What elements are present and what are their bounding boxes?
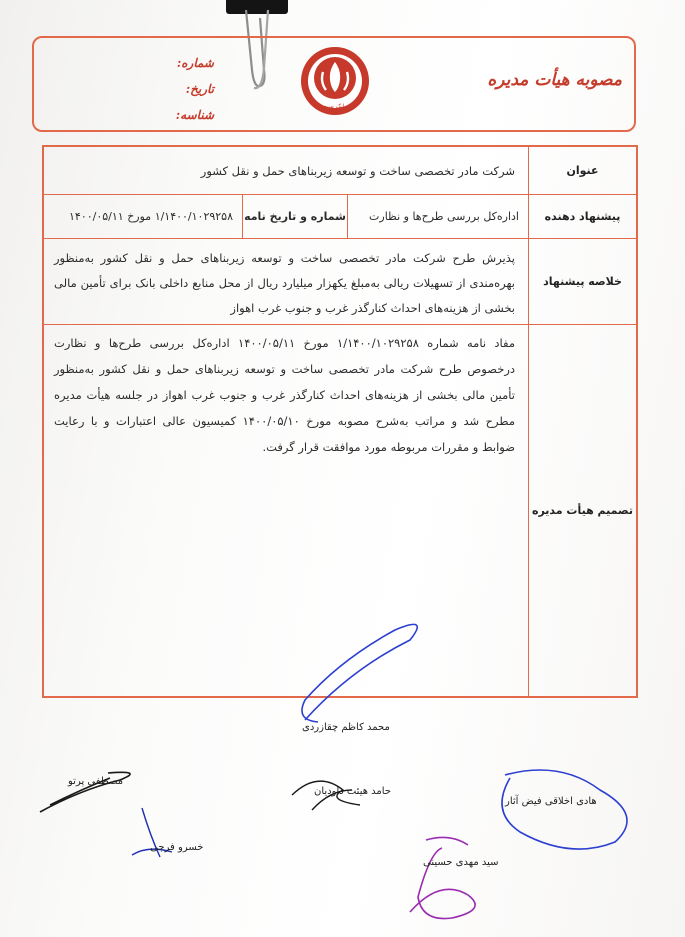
signer-name: حامد هیئت داودیان: [314, 786, 392, 797]
document-title: مصوبه هیأت مدیره: [487, 70, 622, 90]
subject-row: [44, 147, 636, 195]
letter-label: شماره و تاریخ نامه: [242, 194, 347, 238]
proposer-value: اداره‌کل بررسی طرح‌ها و نظارت: [347, 194, 529, 238]
resolution-table: [42, 145, 638, 698]
decision-row: [44, 324, 636, 696]
date-field-label: تاریخ:: [185, 82, 214, 96]
subject-value: شرکت مادر تخصصی ساخت و توسعه زیربناهای حمل و نقل کشور: [200, 163, 515, 178]
decision-label: تصمیم هیأت مدیره: [528, 324, 636, 696]
number-field-label: شماره:: [176, 56, 214, 70]
decision-cell: [44, 324, 529, 696]
id-field-label: شناسه:: [175, 108, 214, 122]
meta-fields: [144, 50, 214, 128]
signer-name: خسرو فرجی: [150, 842, 204, 853]
header-box: [32, 36, 636, 132]
proposer-cells: [44, 194, 529, 238]
bank-emblem-icon: [296, 42, 374, 120]
proposer-row: [44, 194, 636, 239]
summary-cell: [44, 238, 529, 324]
decision-value: مفاد نامه شماره ۱/۱۴۰۰/۱۰۲۹۲۵۸ مورخ ۱۴۰۰/۰۵/۱۱ اداره‌کل بررسی طرح‌ها و نظارت درخصوص طرح شرکت مادر تخصصی ساخت و توسعه زیربناهای حمل و نقل کشور به‌منظور تأمین مالی بخشی از هزینه‌های احداث کنارگذر غرب و جنوب غرب اهواز در جلسه هیأت مدیره مطرح شد و مراتب به‌شرح مصوبه مورخ ۱۴۰۰/۰۵/۱۰ کمیسیون عالی اعتبارات و با رعایت ضوابط و مقررات مربوطه مورد موافقت قرار گرفت.: [54, 336, 516, 454]
signature-akhlaghi: [502, 770, 627, 849]
signer-name: سید مهدی حسینی: [423, 857, 499, 868]
proposer-label: پیشنهاد دهنده: [528, 194, 636, 238]
subject-label: عنوان: [528, 147, 636, 194]
summary-label: خلاصه پیشنهاد: [528, 238, 636, 324]
signer-name: مصطفی پرتو: [68, 776, 124, 787]
svg-text:بانک سپه: بانک سپه: [323, 103, 347, 110]
signature-hosseini: [410, 837, 475, 918]
summary-value: پذیرش طرح شرکت مادر تخصصی ساخت و توسعه زیربناهای حمل و نقل کشور به‌منظور بهره‌مندی از تسهیلات ریالی به‌مبلغ یکهزار میلیارد ریال از محل منابع داخلی بانک برای تأمین مالی بخشی از هزینه‌های احداث کنارگذر غرب و جنوب غرب اهواز: [54, 251, 515, 315]
letter-value: ۱/۱۴۰۰/۱۰۲۹۲۵۸ مورخ ۱۴۰۰/۰۵/۱۱: [69, 209, 233, 223]
summary-row: [44, 238, 636, 325]
signer-name: محمد کاظم چقازردی: [302, 722, 390, 733]
signer-name: هادی اخلاقی فیض آثار: [505, 796, 597, 807]
